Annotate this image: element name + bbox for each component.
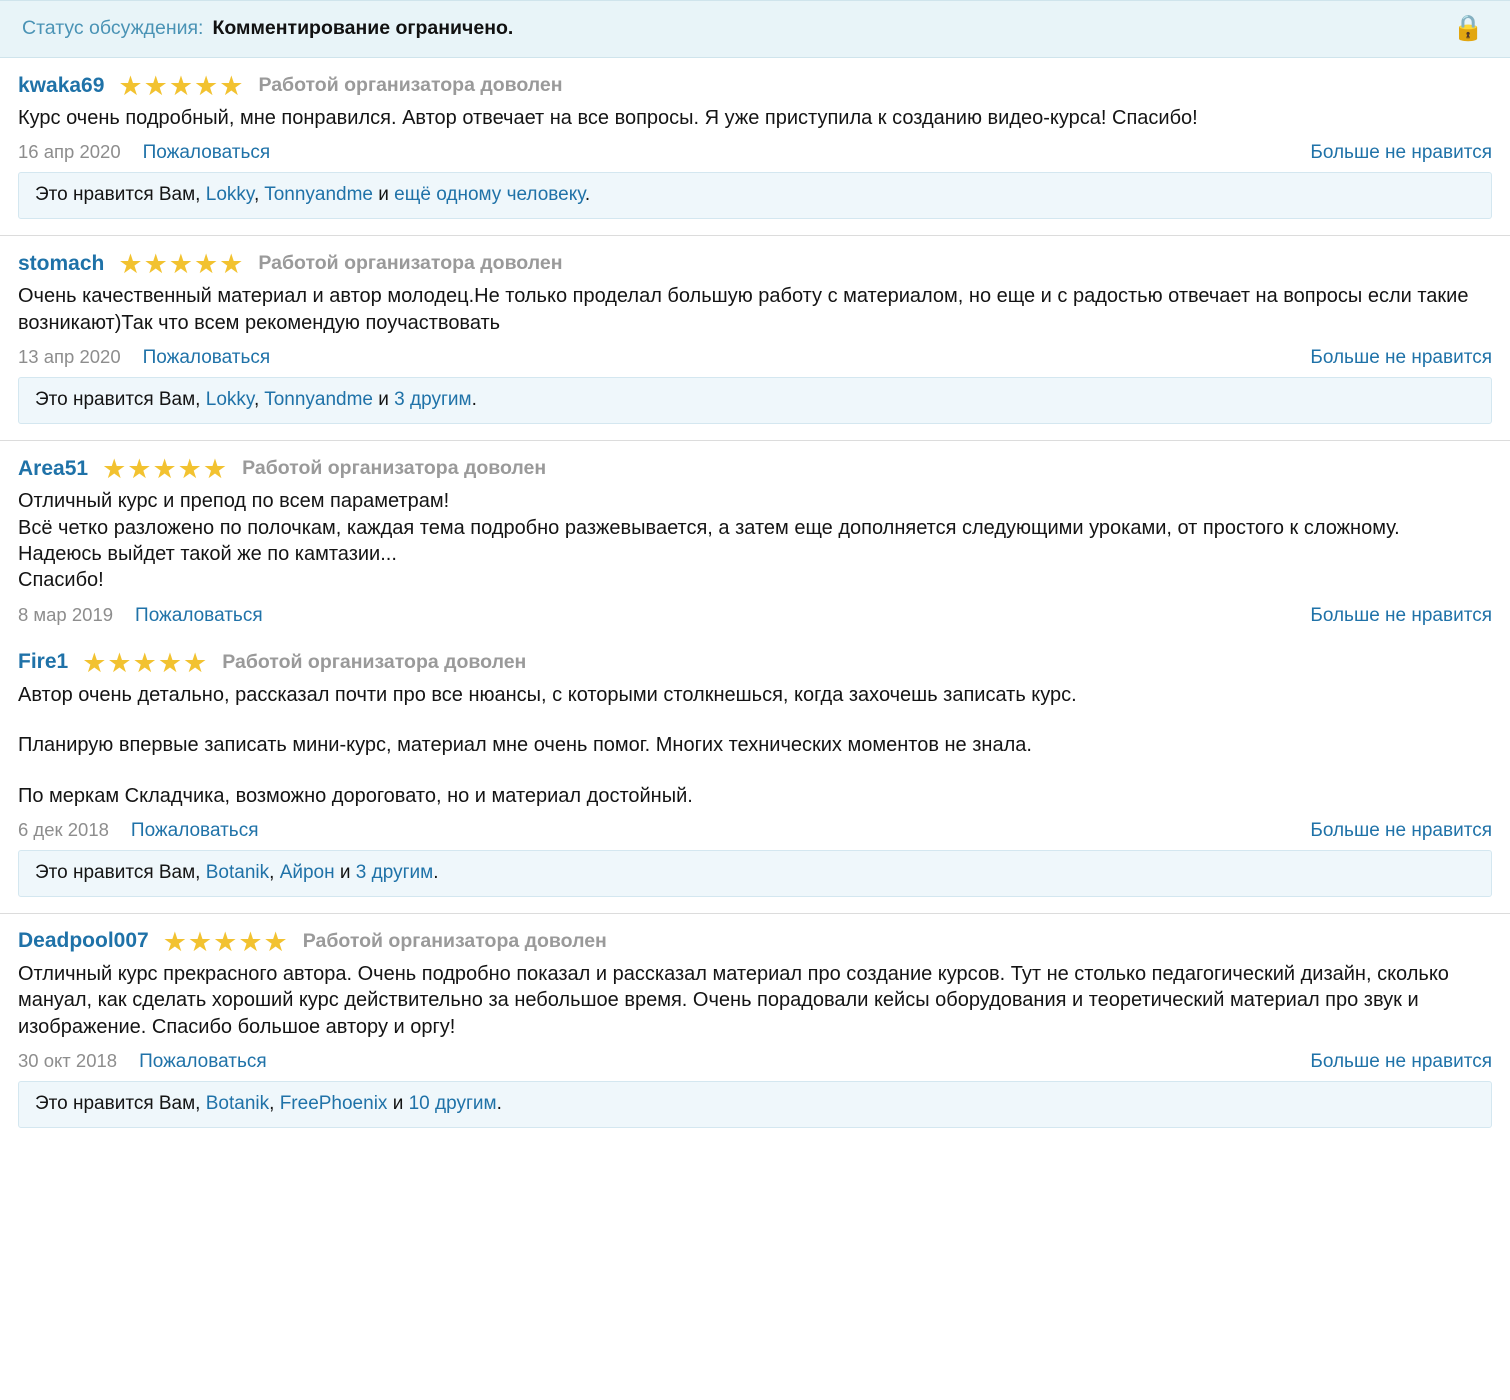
review-post (0, 914, 1510, 1128)
post-paragraph: Курс очень подробный, мне понравился. Автор отвечает на все вопросы. Я уже приступила к созданию видео-курса! Спасибо! (18, 107, 1198, 129)
post-body (18, 959, 1492, 1044)
likes-others-link[interactable]: 3 другим (355, 861, 434, 883)
post-date: 13 апр 2020 (18, 346, 121, 368)
post-meta (18, 135, 1492, 172)
post-header (18, 635, 1492, 680)
rating-label: Работой организатора доволен (302, 929, 607, 952)
review-list (0, 58, 1510, 1128)
post-paragraph: Отличный курс и препод по всем параметрам! (18, 490, 450, 513)
unlike-link[interactable]: Больше не нравится (1310, 819, 1492, 841)
liker-link[interactable]: Tonnyandme (264, 184, 373, 206)
likes-prefix: Это нравится Вам, (35, 861, 206, 883)
review-post (0, 236, 1510, 424)
unlike-link[interactable]: Больше не нравится (1310, 142, 1492, 164)
liker-separator: , (253, 184, 265, 206)
rating-label: Работой организатора доволен (222, 650, 527, 673)
likes-summary (18, 377, 1492, 424)
post-paragraph: Всё четко разложено по полочкам, каждая тема подробно разжевывается, а затем еще дополняется следующими уроками, от простого к сложному. (18, 516, 1400, 539)
post-date: 30 окт 2018 (18, 1050, 118, 1072)
post-meta (18, 813, 1492, 850)
report-link[interactable]: Пожаловаться (130, 819, 259, 841)
rating-label: Работой организатора доволен (242, 457, 547, 480)
likes-others-link[interactable]: 10 другим (408, 1093, 497, 1115)
report-link[interactable]: Пожаловаться (139, 1051, 267, 1073)
post-header (18, 441, 1492, 486)
post-body (18, 680, 1492, 813)
likes-conjunction: и (387, 1093, 409, 1115)
liker-link[interactable]: Lokky (205, 184, 254, 206)
rating-label: Работой организатора доволен (258, 74, 563, 96)
post-meta-left (18, 141, 270, 164)
likes-conjunction: и (373, 184, 395, 206)
review-post (0, 58, 1510, 219)
likes-others-link[interactable]: 3 другим (394, 389, 472, 411)
post-author-link[interactable]: stomach (18, 251, 105, 275)
likes-summary (18, 172, 1492, 219)
star-rating-icon: ★★★★★ (118, 249, 245, 280)
post-paragraph: Автор очень детально, рассказал почти про все нюансы, с которыми столкнешься, когда захочешь записать курс. (18, 683, 1077, 706)
liker-separator: , (253, 389, 265, 411)
post-date: 6 дек 2018 (18, 818, 109, 840)
star-rating-icon: ★★★★★ (102, 454, 229, 485)
rating-label: Работой организатора доволен (258, 252, 563, 275)
likes-summary (18, 850, 1492, 897)
likes-prefix: Это нравится Вам, (35, 389, 206, 411)
liker-separator: , (269, 1093, 280, 1115)
star-rating-icon: ★★★★★ (82, 647, 209, 678)
post-body (18, 486, 1492, 598)
post-paragraph: Спасибо! (18, 569, 104, 592)
post-meta (18, 598, 1492, 635)
likes-summary (18, 1081, 1492, 1128)
post-body (18, 281, 1492, 340)
liker-separator: , (269, 861, 280, 883)
liker-link[interactable]: Lokky (205, 389, 254, 411)
liker-link[interactable]: Botanik (205, 861, 270, 883)
likes-conjunction: и (334, 861, 356, 883)
likes-prefix: Это нравится Вам, (35, 184, 206, 206)
unlike-link[interactable]: Больше не нравится (1310, 1051, 1492, 1073)
status-text-group (22, 17, 513, 40)
unlike-link[interactable]: Больше не нравится (1310, 347, 1492, 369)
post-paragraph: Очень качественный материал и автор молодец.Не только проделал большую работу с материалом, но еще и с радостью отвечает на вопросы если такие возникают)Так что всем рекомендую поучаствовать (18, 285, 1469, 334)
post-paragraph: По меркам Складчика, возможно дороговато, но и материал достойный. (18, 784, 693, 807)
post-header (18, 236, 1492, 281)
likes-suffix: . (471, 389, 477, 411)
star-rating-icon: ★★★★★ (162, 926, 289, 957)
report-link[interactable]: Пожаловаться (142, 142, 271, 164)
post-author-link[interactable]: Deadpool007 (18, 929, 149, 953)
post-meta-left (18, 819, 258, 842)
likes-suffix: . (584, 184, 591, 206)
post-body (18, 103, 1492, 135)
report-link[interactable]: Пожаловаться (142, 347, 271, 369)
likes-others-link[interactable]: ещё одному человеку (394, 184, 585, 206)
post-author-link[interactable]: Fire1 (18, 650, 69, 674)
post-paragraph: Планирую впервые записать мини-курс, материал мне очень помог. Многих технических моментов не знала. (18, 734, 1032, 757)
unlike-link[interactable]: Больше не нравится (1310, 604, 1492, 626)
lock-icon: 🔒 (1452, 14, 1484, 42)
review-post (0, 441, 1510, 635)
post-meta-left (18, 1050, 267, 1073)
likes-suffix: . (496, 1093, 502, 1115)
post-paragraph: Отличный курс прекрасного автора. Очень подробно показал и рассказал материал про создание курсов. Тут не столько педагогический дизайн, сколько мануал, как сделать хороший курс действительно за небольшое время. Очень порадовали кейсы оборудования и теоретический материал про звук и изображение. Спасибо большое автору и оргу! (18, 962, 1449, 1038)
liker-link[interactable]: Botanik (205, 1093, 270, 1115)
discussion-status-bar (0, 0, 1510, 58)
post-header (18, 914, 1492, 959)
liker-link[interactable]: FreePhoenix (279, 1093, 388, 1115)
liker-link[interactable]: Айрон (279, 861, 335, 883)
likes-prefix: Это нравится Вам, (35, 1093, 206, 1115)
status-label: Статус обсуждения: (22, 17, 204, 39)
report-link[interactable]: Пожаловаться (135, 604, 263, 626)
likes-suffix: . (433, 861, 439, 883)
post-date: 8 мар 2019 (18, 603, 114, 625)
post-meta-left (18, 604, 263, 627)
post-paragraph: Надеюсь выйдет такой же по камтазии... (18, 542, 397, 565)
post-meta (18, 340, 1492, 377)
post-author-link[interactable]: Area51 (18, 456, 89, 480)
post-meta-left (18, 346, 270, 369)
post-date: 16 апр 2020 (18, 141, 121, 163)
star-rating-icon: ★★★★★ (118, 71, 245, 101)
post-author-link[interactable]: kwaka69 (18, 73, 105, 97)
likes-conjunction: и (373, 389, 395, 411)
review-post (0, 635, 1510, 897)
liker-link[interactable]: Tonnyandme (264, 389, 373, 411)
post-meta (18, 1044, 1492, 1081)
post-header (18, 58, 1492, 103)
status-value: Комментирование ограничено. (212, 17, 514, 39)
